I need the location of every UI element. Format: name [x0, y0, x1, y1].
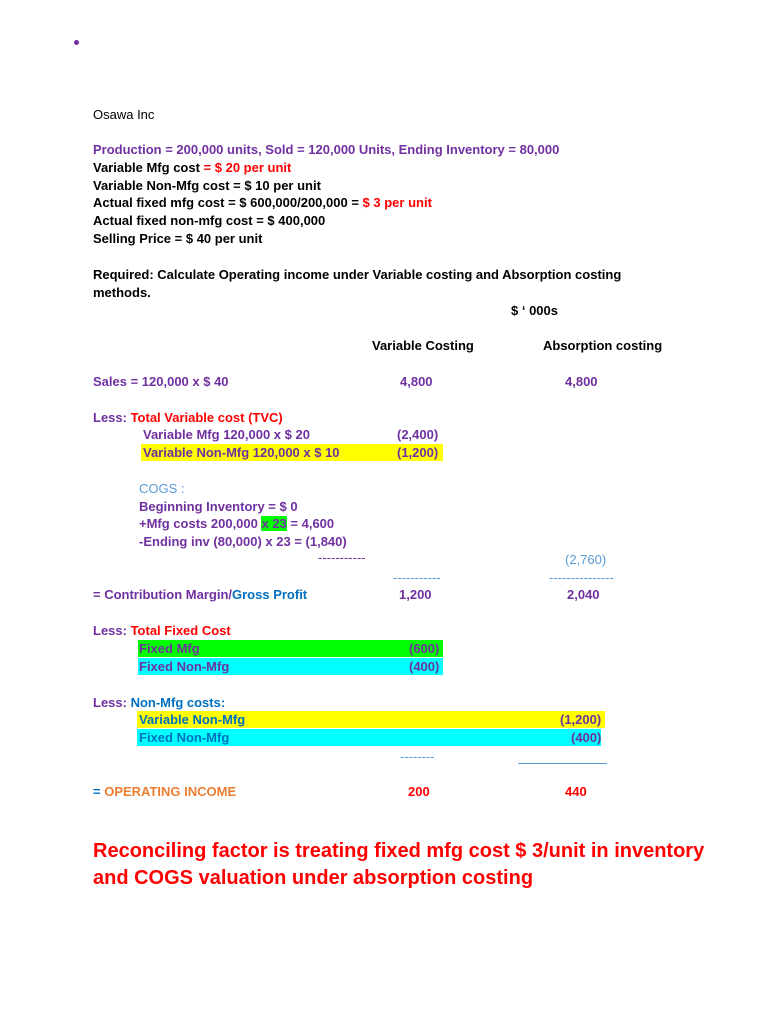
- cogs-mfg-suffix: = 4,600: [286, 516, 335, 531]
- fixed-nonmfg-label: Fixed Non-Mfg: [139, 659, 230, 674]
- variable-mfg-cost-line: [93, 159, 291, 176]
- fixed-mfg-label: Fixed Mfg: [139, 641, 200, 656]
- contribution-absorption: 2,040: [567, 587, 600, 602]
- fixed-mfg-value: (600): [409, 641, 440, 656]
- contribution-margin-line: [93, 586, 307, 603]
- header-absorption-costing: Absorption costing: [543, 338, 663, 353]
- sales-variable: 4,800: [400, 374, 433, 389]
- tvc-variable-nonmfg-label: Variable Non-Mfg 120,000 x $ 10: [143, 445, 340, 460]
- nonmfg-variable-value: (1,200): [560, 712, 602, 727]
- cogs-ending-inventory: -Ending inv (80,000) x 23 = (1,840): [139, 534, 347, 549]
- cogs-mfg-highlight: x 23: [261, 516, 287, 531]
- gross-profit-label: Gross Profit: [232, 587, 308, 602]
- production-line: Production = 200,000 units, Sold = 120,000 Units, Ending Inventory = 80,000: [93, 142, 560, 157]
- variable-mfg-cost-label: Variable Mfg cost: [93, 160, 204, 175]
- required-line-2: methods.: [93, 285, 151, 300]
- tvc-variable-mfg-value: (2,400): [397, 427, 439, 442]
- bullet-dot: [74, 40, 79, 45]
- header-variable-costing: Variable Costing: [372, 338, 474, 353]
- tvc-variable-mfg-label: Variable Mfg 120,000 x $ 20: [143, 427, 310, 442]
- less-nonmfg-prefix: Less:: [93, 695, 131, 710]
- cogs-mfg-prefix: +Mfg costs 200,000: [139, 516, 262, 531]
- selling-price-line: Selling Price = $ 40 per unit: [93, 231, 263, 246]
- operating-income-line: [93, 783, 236, 800]
- less-fixed-line: [93, 622, 231, 639]
- cogs-total-absorption: (2,760): [565, 552, 607, 567]
- dashes-variable-1: -----------: [393, 570, 441, 585]
- dashes-variable-2: --------: [400, 749, 435, 764]
- tvc-variable-nonmfg-value: (1,200): [397, 445, 439, 460]
- nonmfg-fixed-label: Fixed Non-Mfg: [139, 730, 230, 745]
- reconciling-conclusion: Reconciling factor is treating fixed mfg cost $ 3/unit in inventory and COGS valuation under absorption costing: [93, 840, 705, 889]
- fixed-nonmfg-cost-line: Actual fixed non-mfg cost = $ 400,000: [93, 213, 326, 228]
- fixed-mfg-cost-line: [93, 194, 432, 211]
- cogs-dashes: -----------: [318, 550, 366, 565]
- cogs-beginning-inventory: Beginning Inventory = $ 0: [139, 499, 298, 514]
- less-tvc-label: Total Variable cost (TVC): [130, 410, 283, 425]
- fixed-nonmfg-value: (400): [409, 659, 440, 674]
- less-nonmfg-line: [93, 694, 225, 711]
- nonmfg-fixed-value: (400): [571, 730, 602, 745]
- required-line-1: Required: Calculate Operating income under Variable costing and Absorption costing: [93, 267, 622, 282]
- units-label: $ ‘ 000s: [511, 303, 558, 318]
- less-fixed-prefix: Less:: [93, 623, 131, 638]
- company-title: Osawa Inc: [93, 107, 155, 122]
- operating-income-absorption: 440: [565, 784, 587, 799]
- underline-absorption: [518, 763, 607, 764]
- less-nonmfg-label: Non-Mfg costs:: [130, 695, 226, 710]
- operating-income-prefix: =: [93, 784, 105, 799]
- operating-income-variable: 200: [408, 784, 430, 799]
- less-tvc-line: [93, 409, 283, 426]
- fixed-mfg-cost-label: Actual fixed mfg cost = $ 600,000/200,000 =: [93, 195, 363, 210]
- variable-nonmfg-cost-line: Variable Non-Mfg cost = $ 10 per unit: [93, 178, 321, 193]
- dashes-absorption-1: ---------------: [549, 570, 614, 585]
- sales-absorption: 4,800: [565, 374, 598, 389]
- fixed-mfg-cost-value: $ 3 per unit: [362, 195, 432, 210]
- cogs-mfg-costs-line: [139, 515, 334, 532]
- operating-income-label: OPERATING INCOME: [104, 784, 237, 799]
- sales-label: Sales = 120,000 x $ 40: [93, 374, 229, 389]
- cogs-title: COGS :: [139, 481, 185, 496]
- variable-mfg-cost-value: = $ 20 per unit: [203, 160, 292, 175]
- contribution-margin-prefix: = Contribution Margin/: [93, 587, 233, 602]
- nonmfg-variable-label: Variable Non-Mfg: [139, 712, 246, 727]
- contribution-variable: 1,200: [399, 587, 432, 602]
- less-fixed-label: Total Fixed Cost: [130, 623, 231, 638]
- less-tvc-prefix: Less:: [93, 410, 131, 425]
